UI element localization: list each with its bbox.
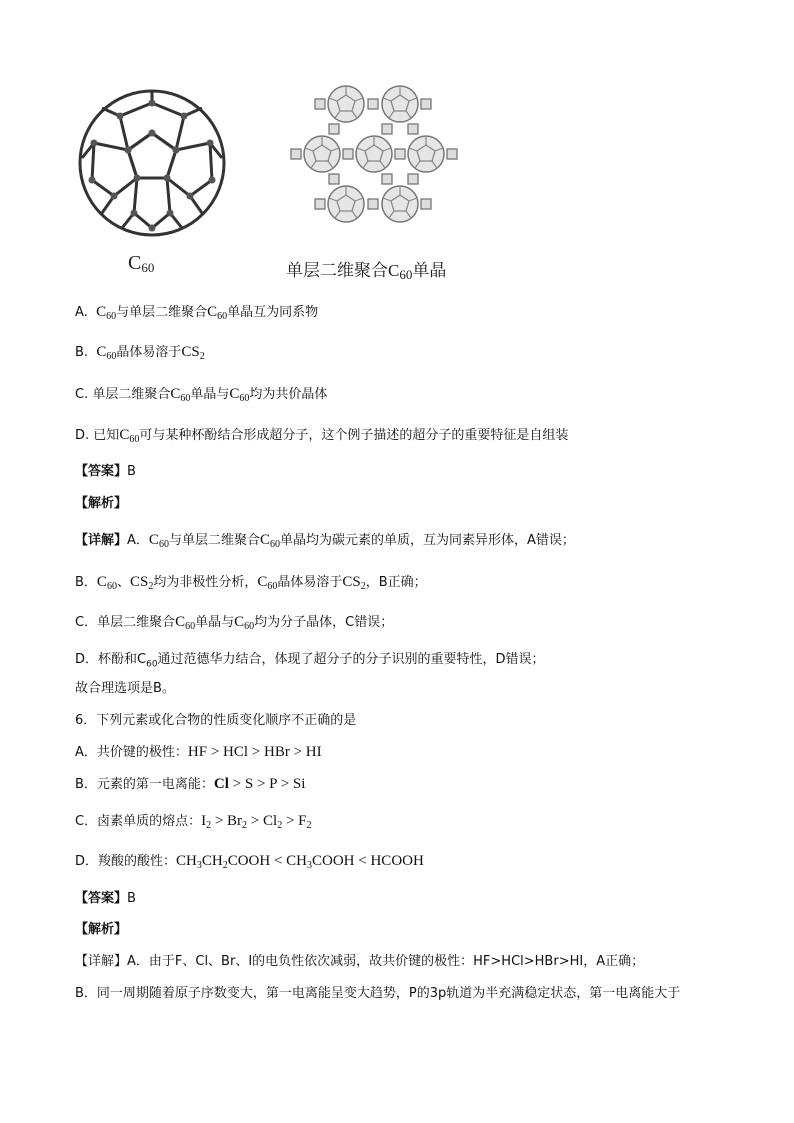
q6-option-c: C．卤素单质的熔点：$I_2 > Br_2 > Cl_2 > F_2$ bbox=[75, 813, 312, 831]
q6-answer: 【答案】B bbox=[75, 891, 136, 906]
q5-conclusion: 故合理选项是B。 bbox=[75, 681, 175, 696]
q5-detail-b: B．$C_{60}$、$CS_2$均为非极性分析，$C_{60}$晶体易溶于$CS_2$，B正确； bbox=[75, 574, 427, 592]
q6-detail-a: 【详解】A．由于F、Cl、Br、I的电负性依次减弱，故共价键的极性：HF>HCl>HBr>HI，A正确； bbox=[75, 954, 645, 969]
q6-stem: 6．下列元素或化合物的性质变化顺序不正确的是 bbox=[75, 713, 357, 728]
q5-analysis-label: 【解析】 bbox=[75, 496, 128, 511]
q6-option-d: D．羧酸的酸性：$CH_3CH_2COOH$ < $CH_3COOH$ < HCOOH bbox=[75, 853, 424, 871]
q5-detail-a: 【详解】A．$C_{60}$与单层二维聚合$C_{60}$单晶均为碳元素的单质，互为同素异形体，A错误； bbox=[75, 532, 575, 550]
q6-option-b: B．元素的第一电离能：Cl > S > P > Si bbox=[75, 776, 306, 792]
q6-option-a: A．共价键的极性：HF > HCl > HBr > HI bbox=[75, 744, 322, 760]
c60-caption: $C_{60}$ bbox=[128, 252, 155, 275]
q5-option-a: A. $C_{60}$与单层二维聚合$C_{60}$单晶互为同系物 bbox=[75, 304, 319, 322]
q5-option-b: B. $C_{60}$晶体易溶于$CS_2$ bbox=[75, 344, 205, 362]
q5-detail-d: D．杯酚和$C_{60}$通过范德华力结合，体现了超分子的分子识别的重要特性，D错误； bbox=[75, 652, 545, 670]
q5-option-d: D. 已知$C_{60}$可与某种杯酚结合形成超分子，这个例子描述的超分子的重要特征是自组装 bbox=[75, 427, 569, 445]
q6-detail-b: B．同一周期随着原子序数变大，第一电离能呈变大趋势，P的3p轨道为半充满稳定状态，第一电离能大于 bbox=[75, 986, 681, 1001]
polymer-crystal-figure bbox=[282, 74, 464, 246]
q5-answer: 【答案】B bbox=[75, 464, 136, 479]
polymer-crystal-caption: 单层二维聚合$C_{60}$单晶 bbox=[286, 261, 447, 282]
q5-detail-c: C．单层二维聚合$C_{60}$单晶与$C_{60}$均为分子晶体，C错误； bbox=[75, 614, 394, 632]
q6-analysis-label: 【解析】 bbox=[75, 922, 128, 937]
c60-molecule-figure bbox=[72, 88, 232, 238]
q5-option-c: C. 单层二维聚合$C_{60}$单晶与$C_{60}$均为共价晶体 bbox=[75, 386, 328, 404]
